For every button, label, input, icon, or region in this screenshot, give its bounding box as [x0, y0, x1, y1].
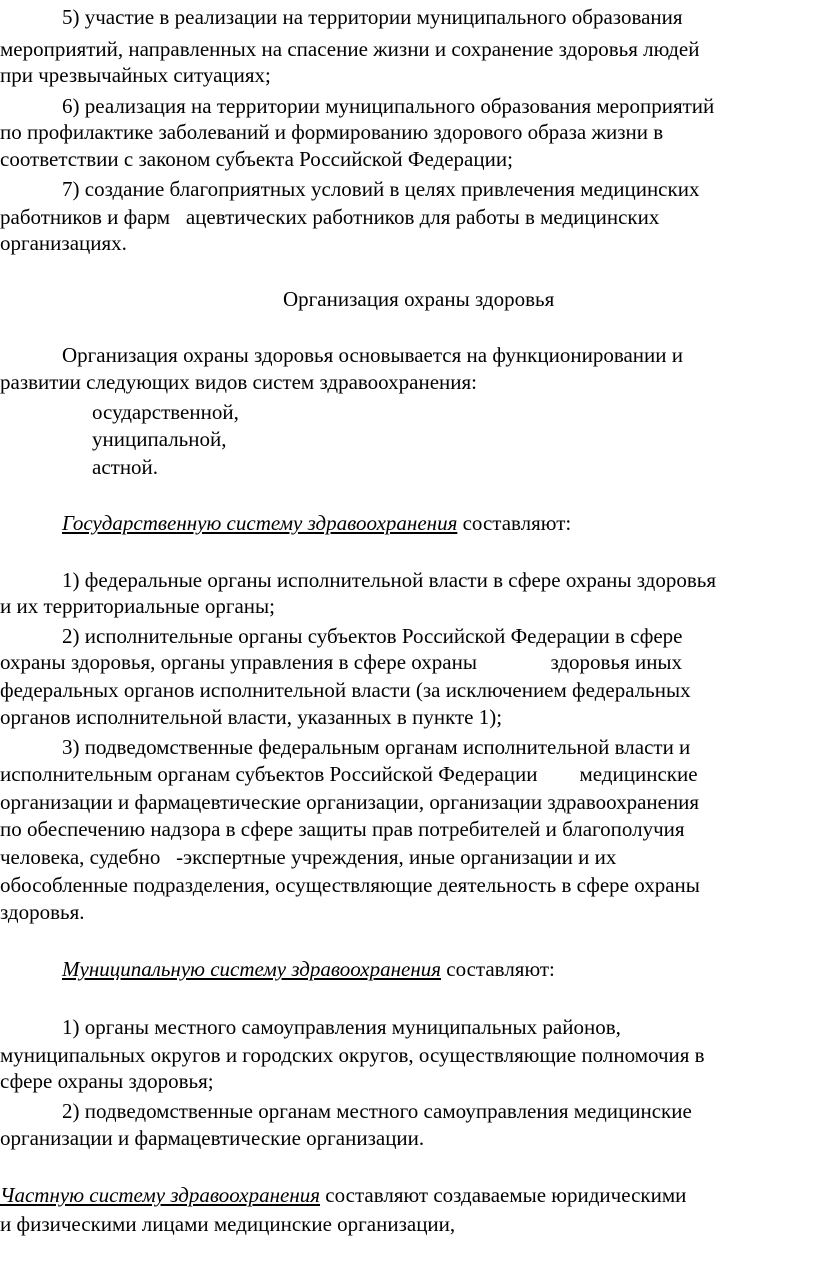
text-line: человека, судебно -экспертные учреждения, иные организации и их — [0, 845, 617, 869]
list-item: осударственной, — [92, 400, 239, 424]
private-system-term: Частную систему здравоохранения — [0, 1183, 321, 1207]
text-line: 7) создание благоприятных условий в целях привлечения медицинских — [62, 177, 700, 201]
text-line: 2) подведомственные органам местного самоуправления медицинские — [62, 1099, 692, 1123]
text-line: 2) исполнительные органы субъектов Российской Федерации в сфере — [62, 624, 683, 648]
text-line: федеральных органов исполнительной власти (за исключением федеральных — [0, 678, 691, 702]
text-line: здоровья. — [0, 900, 85, 924]
text-line: охраны здоровья, органы управления в сфере охраны здоровья иных — [0, 650, 683, 674]
private-system-rest: составляют создаваемые юридическими — [320, 1183, 687, 1207]
municipal-system-line — [62, 955, 555, 983]
text-line: 5) участие в реализации на территории муниципального образования — [62, 5, 683, 29]
text-line: органов исполнительной власти, указанных в пункте 1); — [0, 705, 503, 729]
text-line: работников и фарм ацевтических работников для работы в медицинских — [0, 205, 660, 229]
text-line: организации и фармацевтические организации. — [0, 1126, 425, 1150]
text-line: и их территориальные органы; — [0, 594, 275, 618]
state-system-line — [62, 509, 571, 537]
text-line: при чрезвычайных ситуациях; — [0, 63, 271, 87]
text-line: обособленные подразделения, осуществляющие деятельность в сфере охраны — [0, 873, 700, 897]
private-system-line — [0, 1181, 686, 1209]
text-line: 1) федеральные органы исполнительной власти в сфере охраны здоровья — [62, 568, 716, 592]
text-line: и физическими лицами медицинские организации, — [0, 1212, 456, 1236]
text-line: по обеспечению надзора в сфере защиты прав потребителей и благополучия — [0, 817, 685, 841]
section-heading: Организация охраны здоровья — [283, 287, 555, 311]
text-line: сфере охраны здоровья; — [0, 1069, 214, 1093]
list-item: астной. — [92, 455, 159, 479]
text-line: исполнительным органам субъектов Российской Федерации медицинские — [0, 762, 698, 786]
text-line: мероприятий, направленных на спасение жизни и сохранение здоровья людей — [0, 37, 700, 61]
text-line: 6) реализация на территории муниципального образования мероприятий — [62, 94, 715, 118]
municipal-system-rest: составляют: — [441, 957, 555, 981]
text-line: Организация охраны здоровья основывается на функционировании и — [62, 343, 683, 367]
text-line: организации и фармацевтические организации, организации здравоохранения — [0, 790, 700, 814]
list-item: униципальной, — [92, 427, 227, 451]
text-line: 3) подведомственные федеральным органам исполнительной власти и — [62, 735, 691, 759]
state-system-term: Государственную систему здравоохранения — [62, 511, 458, 535]
text-line: организациях. — [0, 231, 127, 255]
text-line: по профилактике заболеваний и формированию здорового образа жизни в — [0, 120, 664, 144]
municipal-system-term: Муниципальную систему здравоохранения — [62, 957, 442, 981]
state-system-rest: составляют: — [457, 511, 572, 535]
text-line: 1) органы местного самоуправления муниципальных районов, — [62, 1015, 621, 1039]
text-line: соответствии с законом субъекта Российской Федерации; — [0, 147, 513, 171]
text-line: муниципальных округов и городских округов, осуществляющие полномочия в — [0, 1043, 705, 1067]
text-line: развитии следующих видов систем здравоохранения: — [0, 370, 477, 394]
